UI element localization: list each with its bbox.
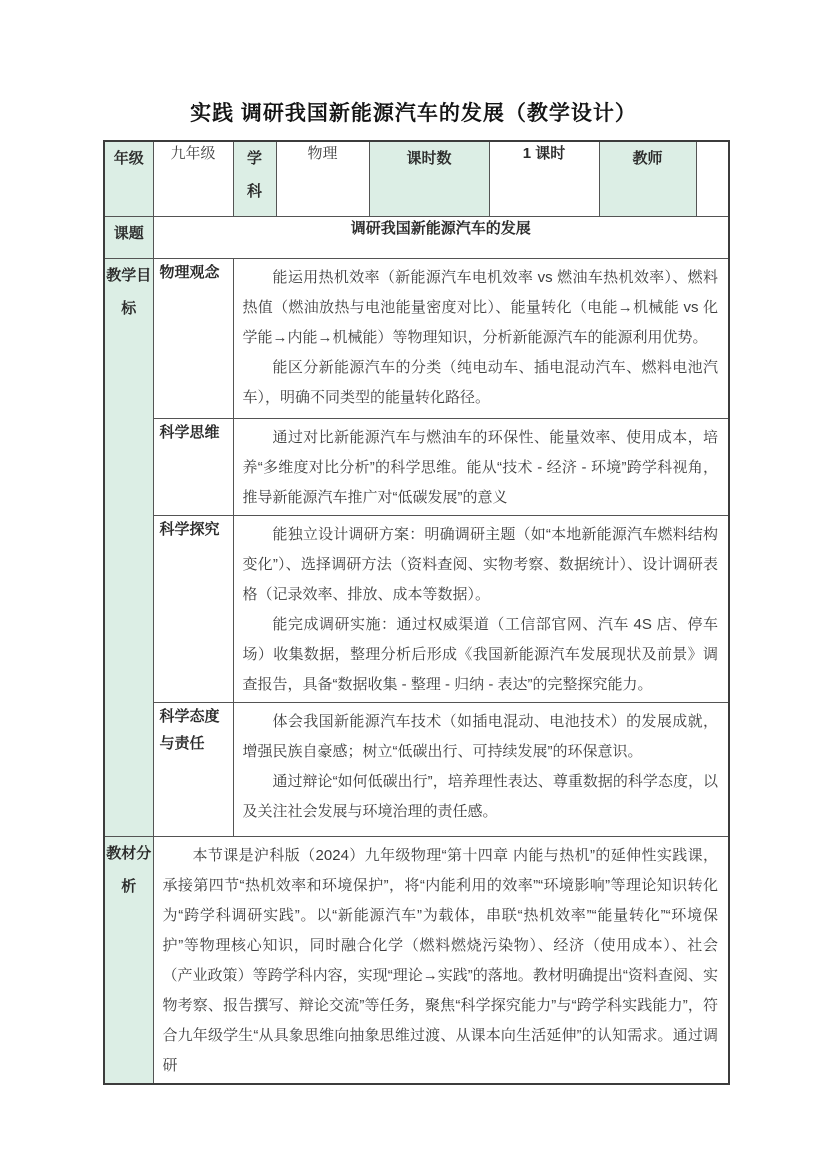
material-analysis-row	[104, 836, 729, 1084]
lesson-design-table	[103, 140, 730, 1085]
paragraph: 通过对比新能源汽车与燃油车的环保性、能量效率、使用成本，培养“多维度对比分析”的科学思维。能从“技术 - 经济 - 环境”跨学科视角，推导新能源汽车推广对“低碳发展”的意义	[242, 428, 718, 506]
objective-content-scientific-inquiry	[233, 515, 729, 702]
periods-value: 1 课时	[489, 141, 599, 216]
paragraph: 本节课是沪科版（2024）九年级物理“第十四章 内能与热机”的延伸性实践课，承接第四节“热机效率和环境保护”，将“内能利用的效率”“环境影响”等理论知识转化为“跨学科调研实践”。以“新能源汽车”为载体，串联“热机效率”“能量转化”“环境保护”等物理核心知识，同时融合化学（燃料燃烧污染物）、经济（使用成本）、社会（产业政策）等跨学科内容，实现“理论→实践”的落地。教材明确提出“资料查阅、实物考察、报告撰写、辩论交流”等任务，聚焦“科学探究能力”与“跨学科实践能力”，符合九年级学生“从具象思维向抽象思维过渡、从课本向生活延伸”的认知需求。通过调研	[162, 846, 718, 1074]
objectives-label-text: 教学目标	[106, 266, 152, 317]
teacher-value	[696, 141, 729, 216]
topic-value: 调研我国新能源汽车的发展	[153, 216, 729, 258]
subject-value: 物理	[276, 141, 369, 216]
objective-content-attitude-responsibility	[233, 702, 729, 836]
paragraph: 能完成调研实施：通过权威渠道（工信部官网、汽车 4S 店、停车场）收集数据，整理分析后形成《我国新能源汽车发展现状及前景》调查报告，具备“数据收集 - 整理 - 归纳 - 表达”的完整探究能力。	[242, 615, 718, 693]
objective-row-attitude-responsibility	[104, 702, 729, 836]
objective-content-scientific-thinking	[233, 418, 729, 515]
page-title: 实践 调研我国新能源汽车的发展（教学设计）	[190, 102, 637, 125]
objective-row-scientific-inquiry	[104, 515, 729, 702]
paragraph: 能独立设计调研方案：明确调研主题（如“本地新能源汽车燃料结构变化”）、选择调研方法（资料查阅、实物考察、数据统计）、设计调研表格（记录效率、排放、成本等数据）。	[242, 525, 718, 603]
objective-row-physics-concept	[104, 258, 729, 418]
objective-name-scientific-thinking: 科学思维	[153, 418, 233, 515]
material-analysis-label	[104, 836, 153, 1084]
teacher-label: 教师	[599, 141, 696, 216]
paragraph: 体会我国新能源汽车技术（如插电混动、电池技术）的发展成就，增强民族自豪感；树立“低碳出行、可持续发展”的环保意识。	[242, 712, 718, 760]
grade-value: 九年级	[153, 141, 233, 216]
paragraph: 能区分新能源汽车的分类（纯电动车、插电混动汽车、燃料电池汽车），明确不同类型的能量转化路径。	[242, 358, 718, 406]
objectives-label	[104, 258, 153, 836]
material-analysis-label-text: 教材分析	[106, 844, 152, 895]
paragraph: 通过辩论“如何低碳出行”，培养理性表达、尊重数据的科学态度，以及关注社会发展与环境治理的责任感。	[242, 772, 718, 820]
periods-label: 课时数	[369, 141, 489, 216]
material-analysis-content	[153, 836, 729, 1084]
objective-name-scientific-inquiry: 科学探究	[153, 515, 233, 702]
topic-label: 课题	[104, 216, 153, 258]
objective-name-physics-concept: 物理观念	[153, 258, 233, 418]
objective-name-attitude-responsibility: 科学态度与责任	[153, 702, 233, 836]
grade-label: 年级	[104, 141, 153, 216]
info-row	[104, 141, 729, 216]
objective-content-physics-concept	[233, 258, 729, 418]
paragraph: 能运用热机效率（新能源汽车电机效率 vs 燃油车热机效率）、燃料热值（燃油放热与电池能量密度对比）、能量转化（电能→机械能 vs 化学能→内能→机械能）等物理知识，分析新能源汽车的能源利用优势。	[242, 268, 718, 346]
objective-row-scientific-thinking	[104, 418, 729, 515]
topic-row	[104, 216, 729, 258]
subject-label: 学科	[233, 141, 276, 216]
